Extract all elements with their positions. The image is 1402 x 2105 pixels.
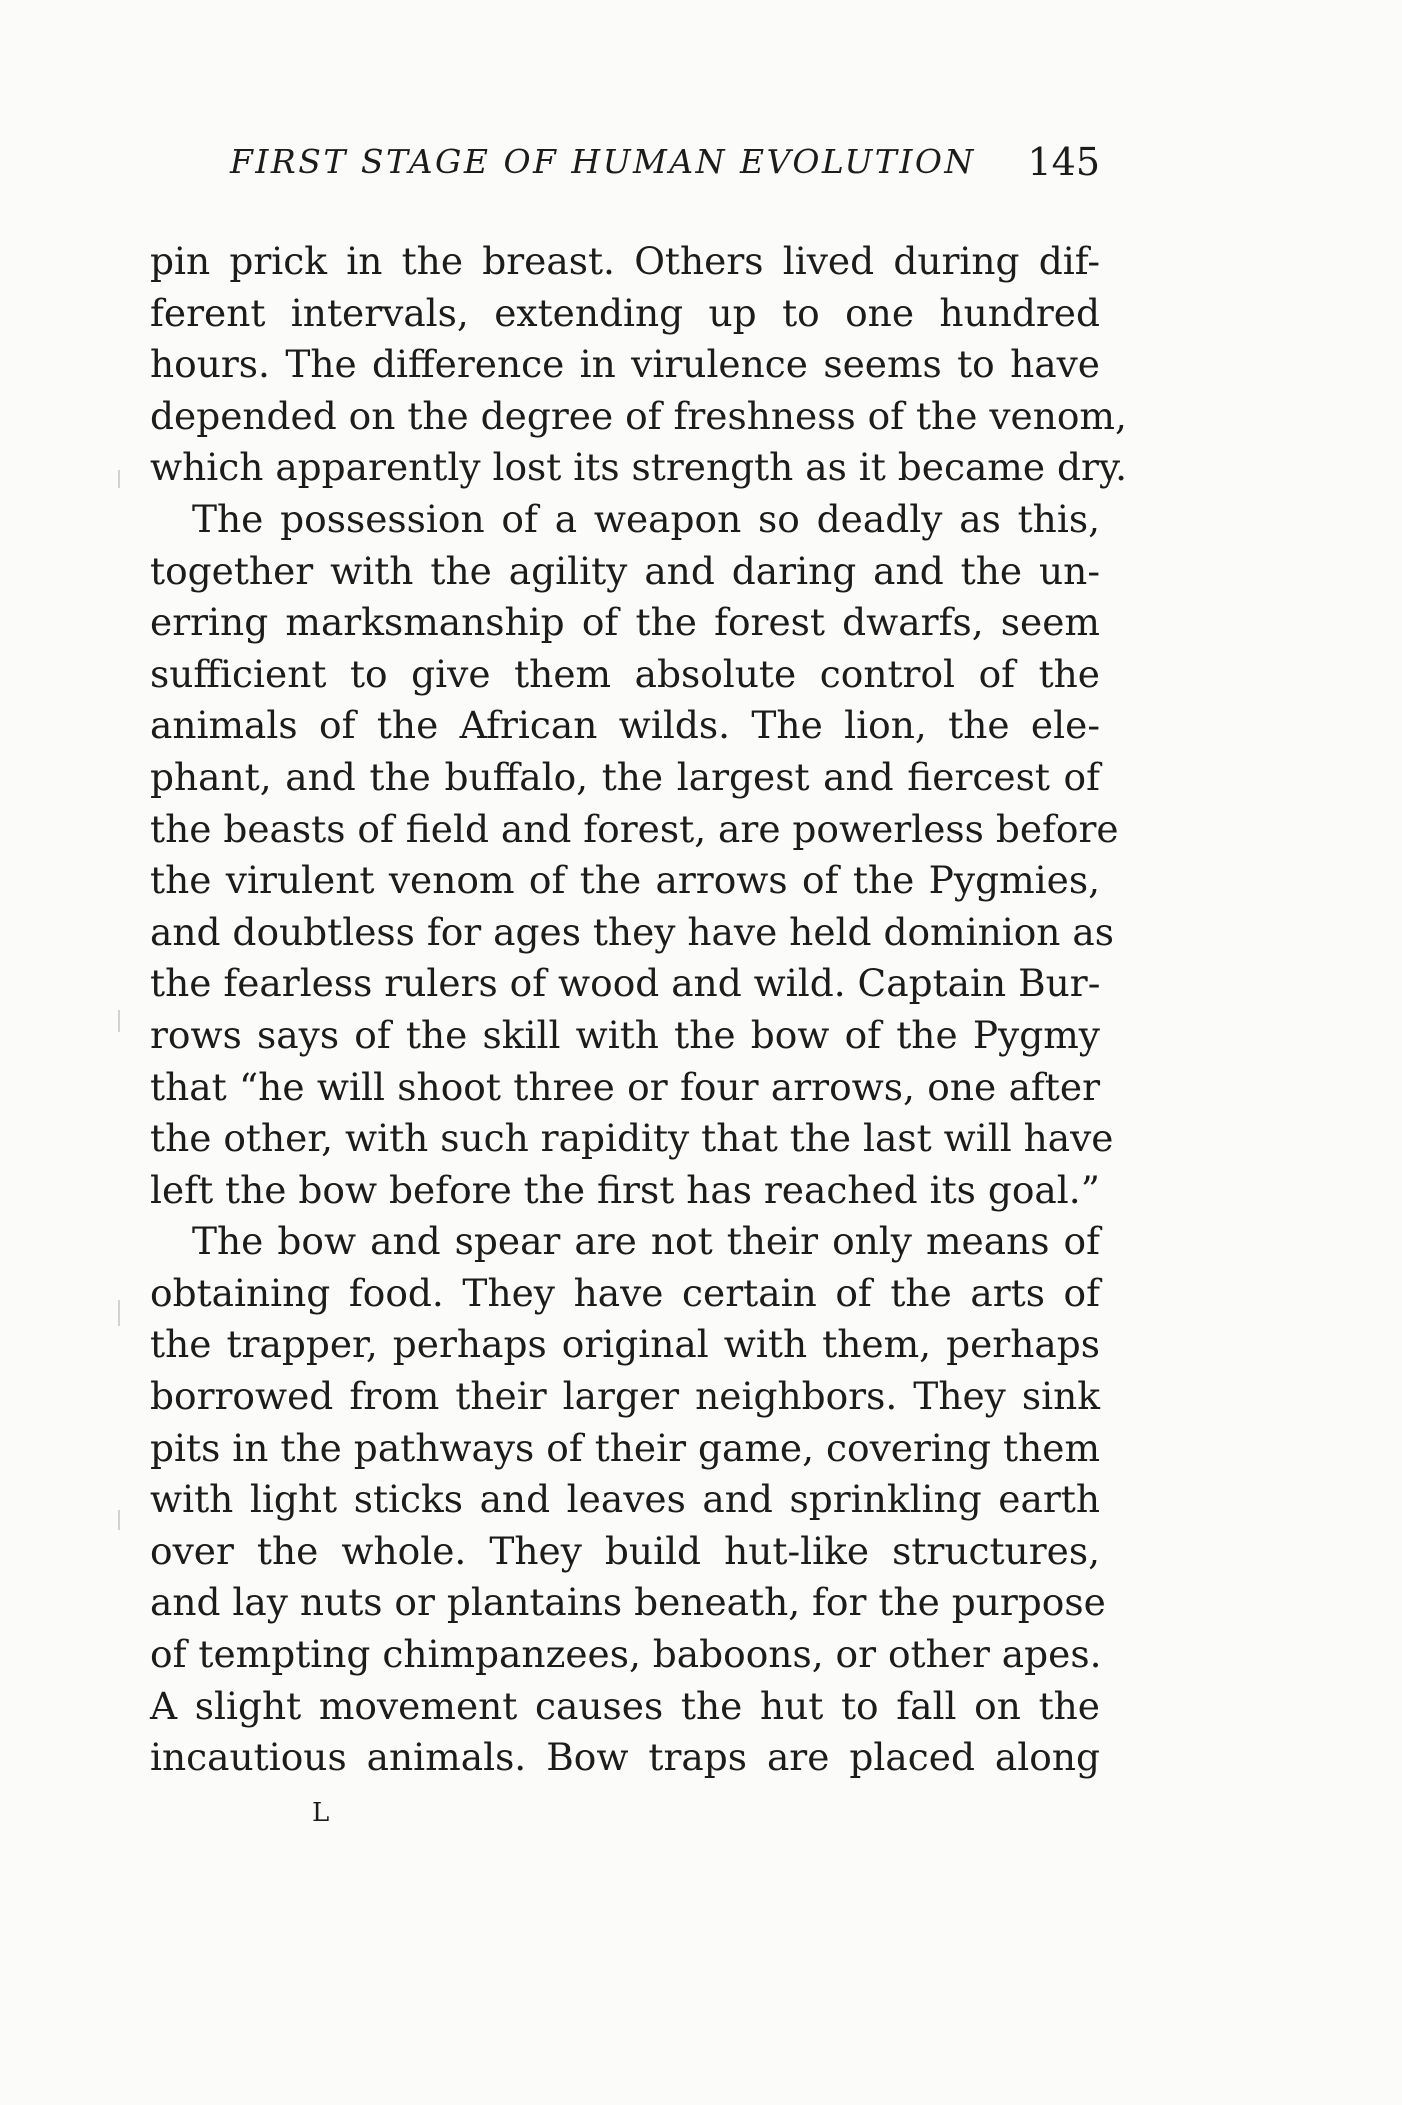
text-line: hours. The difference in virulence seems to have [150, 342, 1100, 387]
text-line: that “he will shoot three or four arrows, one after [150, 1064, 1100, 1109]
text-line: the trapper, perhaps original with them, perhaps [150, 1322, 1100, 1367]
running-head [150, 142, 1100, 192]
margin-speck [118, 1300, 120, 1326]
text-line: incautious animals. Bow traps are placed along [150, 1735, 1100, 1780]
text-line: together with the agility and daring and the un- [150, 548, 1100, 593]
text-line: and lay nuts or plantains beneath, for the purpose [150, 1580, 1106, 1625]
text-line: ferent intervals, extending up to one hundred [150, 290, 1100, 335]
text-line: the beasts of field and forest, are powerless before [150, 806, 1119, 851]
running-title: FIRST STAGE OF HUMAN EVOLUTION [230, 142, 976, 181]
text-line: which apparently lost its strength as it became dry. [150, 445, 1128, 490]
margin-speck [118, 1010, 120, 1032]
text-line: over the whole. They build hut-like structures, [150, 1528, 1100, 1573]
text-line: borrowed from their larger neighbors. They sink [150, 1374, 1100, 1419]
text-line: the virulent venom of the arrows of the Pygmies, [150, 858, 1100, 903]
paragraph-start-line: The bow and spear are not their only means of [192, 1219, 1100, 1264]
text-line: with light sticks and leaves and sprinkling earth [150, 1477, 1100, 1522]
text-line: depended on the degree of freshness of the venom, [150, 393, 1127, 438]
text-line: obtaining food. They have certain of the arts of [150, 1270, 1100, 1315]
page-number: 145 [1027, 140, 1100, 184]
text-line: pin prick in the breast. Others lived during dif- [150, 239, 1100, 283]
text-line: and doubtless for ages they have held dominion as [150, 909, 1114, 954]
signature-mark: L [312, 1798, 331, 1828]
text-line: erring marksmanship of the forest dwarfs, seem [150, 600, 1100, 645]
text-line: the fearless rulers of wood and wild. Captain Bur- [150, 961, 1101, 1006]
text-line: phant, and the buffalo, the largest and fiercest of [150, 754, 1100, 799]
text-line: pits in the pathways of their game, covering them [150, 1425, 1100, 1470]
text-line: A slight movement causes the hut to fall on the [150, 1683, 1100, 1728]
text-line: the other, with such rapidity that the last will have [150, 1116, 1114, 1161]
text-line: left the bow before the first has reached its goal.” [150, 1167, 1100, 1212]
text-line: animals of the African wilds. The lion, the ele- [150, 703, 1100, 748]
text-line: sufficient to give them absolute control of the [150, 651, 1100, 696]
text-line: rows says of the skill with the bow of the Pygmy [150, 1012, 1100, 1057]
body-text [150, 236, 1128, 1784]
paragraph-start-line: The possession of a weapon so deadly as this, [192, 496, 1100, 541]
margin-speck [118, 1510, 120, 1530]
margin-speck [118, 470, 120, 488]
text-line: of tempting chimpanzees, baboons, or other apes. [150, 1632, 1102, 1677]
